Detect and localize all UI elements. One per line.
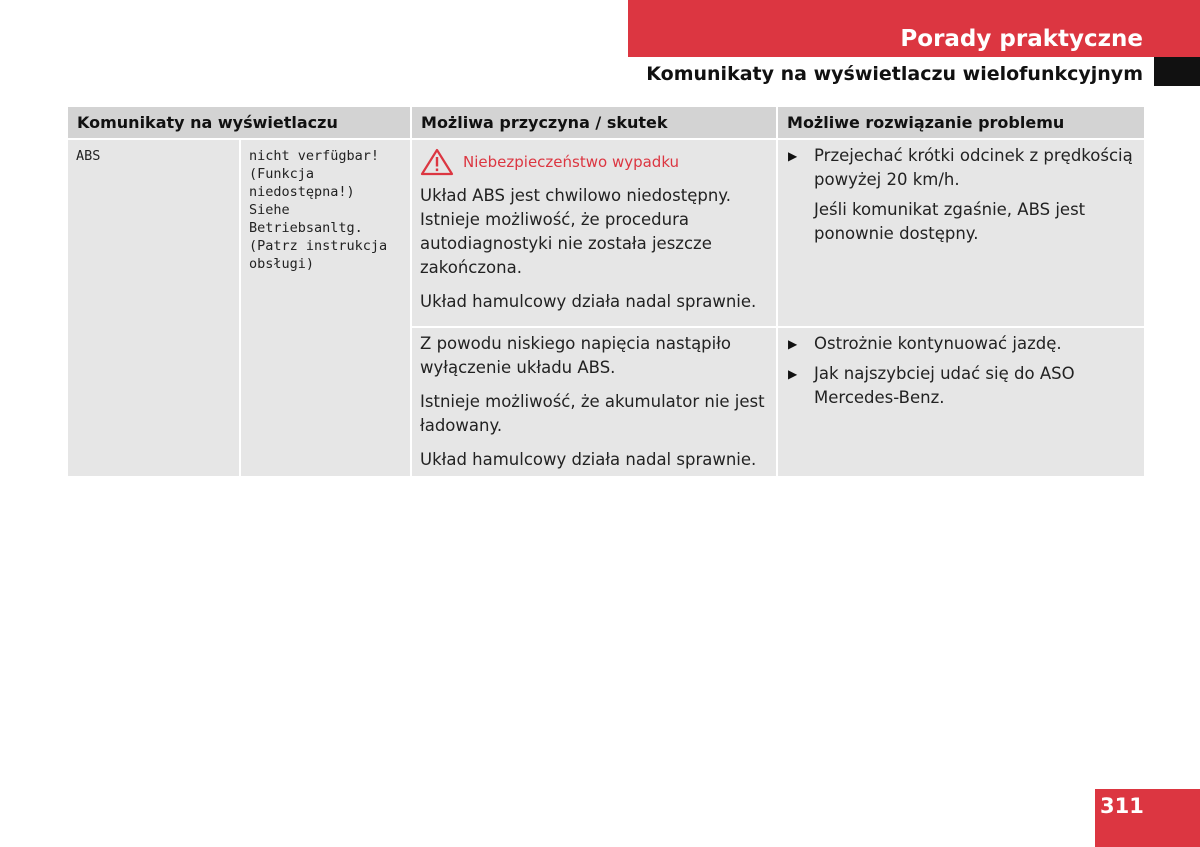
cause-paragraph: Układ hamulcowy działa nadal sprawnie. <box>420 450 757 469</box>
warning-text: Niebezpieczeństwo wypadku <box>463 153 680 171</box>
cause-cell <box>411 139 777 327</box>
message-line: obsługi) <box>249 256 315 272</box>
table-row <box>68 139 1144 327</box>
triangle-right-icon: ▶ <box>788 337 798 351</box>
triangle-right-icon: ▶ <box>788 367 798 381</box>
message-line: (Patrz instrukcja <box>249 238 388 254</box>
solution-step-text: Przejechać krótki odcinek z prędkością powyżej 20 km/h. <box>814 146 1133 189</box>
cause-paragraph: Istnieje możliwość, że akumulator nie jest ładowany. <box>420 392 765 435</box>
warning-triangle-icon <box>420 148 454 176</box>
cause-paragraph: Układ ABS jest chwilowo niedostępny. Istnieje możliwość, że procedura autodiagnostyki nie została jeszcze zakończona. <box>420 186 731 277</box>
page-subtitle: Komunikaty na wyświetlaczu wielofunkcyjnym <box>646 63 1143 85</box>
solution-cell <box>777 139 1144 327</box>
header-solution: Możliwe rozwiązanie problemu <box>777 107 1144 139</box>
solution-step-text: Jak najszybciej udać się do ASO Mercedes-Benz. <box>814 364 1075 407</box>
solution-note: Jeśli komunikat zgaśnie, ABS jest ponownie dostępny. <box>814 200 1086 243</box>
header-display-messages: Komunikaty na wyświetlaczu <box>68 107 411 139</box>
section-title: Porady praktyczne <box>900 26 1143 52</box>
message-line: nicht verfügbar! <box>249 148 380 164</box>
message-line: Siehe Betriebsanltg. <box>249 202 363 236</box>
system-name: ABS <box>76 148 101 164</box>
triangle-right-icon: ▶ <box>788 149 798 163</box>
system-cell <box>68 139 240 476</box>
messages-table <box>68 107 1144 476</box>
table-header-row <box>68 107 1144 139</box>
subtitle-marker <box>1154 57 1200 86</box>
cause-paragraph: Z powodu niskiego napięcia nastąpiło wyłączenie układu ABS. <box>420 334 732 377</box>
section-banner <box>628 0 1200 57</box>
message-line: (Funkcja <box>249 166 315 182</box>
cause-cell <box>411 327 777 476</box>
page-number: 311 <box>1095 789 1200 847</box>
solution-step <box>788 332 1134 356</box>
solution-cell <box>777 327 1144 476</box>
solution-step-text: Ostrożnie kontynuować jazdę. <box>814 334 1062 353</box>
message-line: niedostępna!) <box>249 184 355 200</box>
cause-paragraph: Układ hamulcowy działa nadal sprawnie. <box>420 292 757 311</box>
warning-banner <box>420 148 768 176</box>
header-cause: Możliwa przyczyna / skutek <box>411 107 777 139</box>
solution-step <box>788 144 1134 192</box>
message-cell <box>240 139 411 476</box>
solution-step <box>788 362 1134 410</box>
